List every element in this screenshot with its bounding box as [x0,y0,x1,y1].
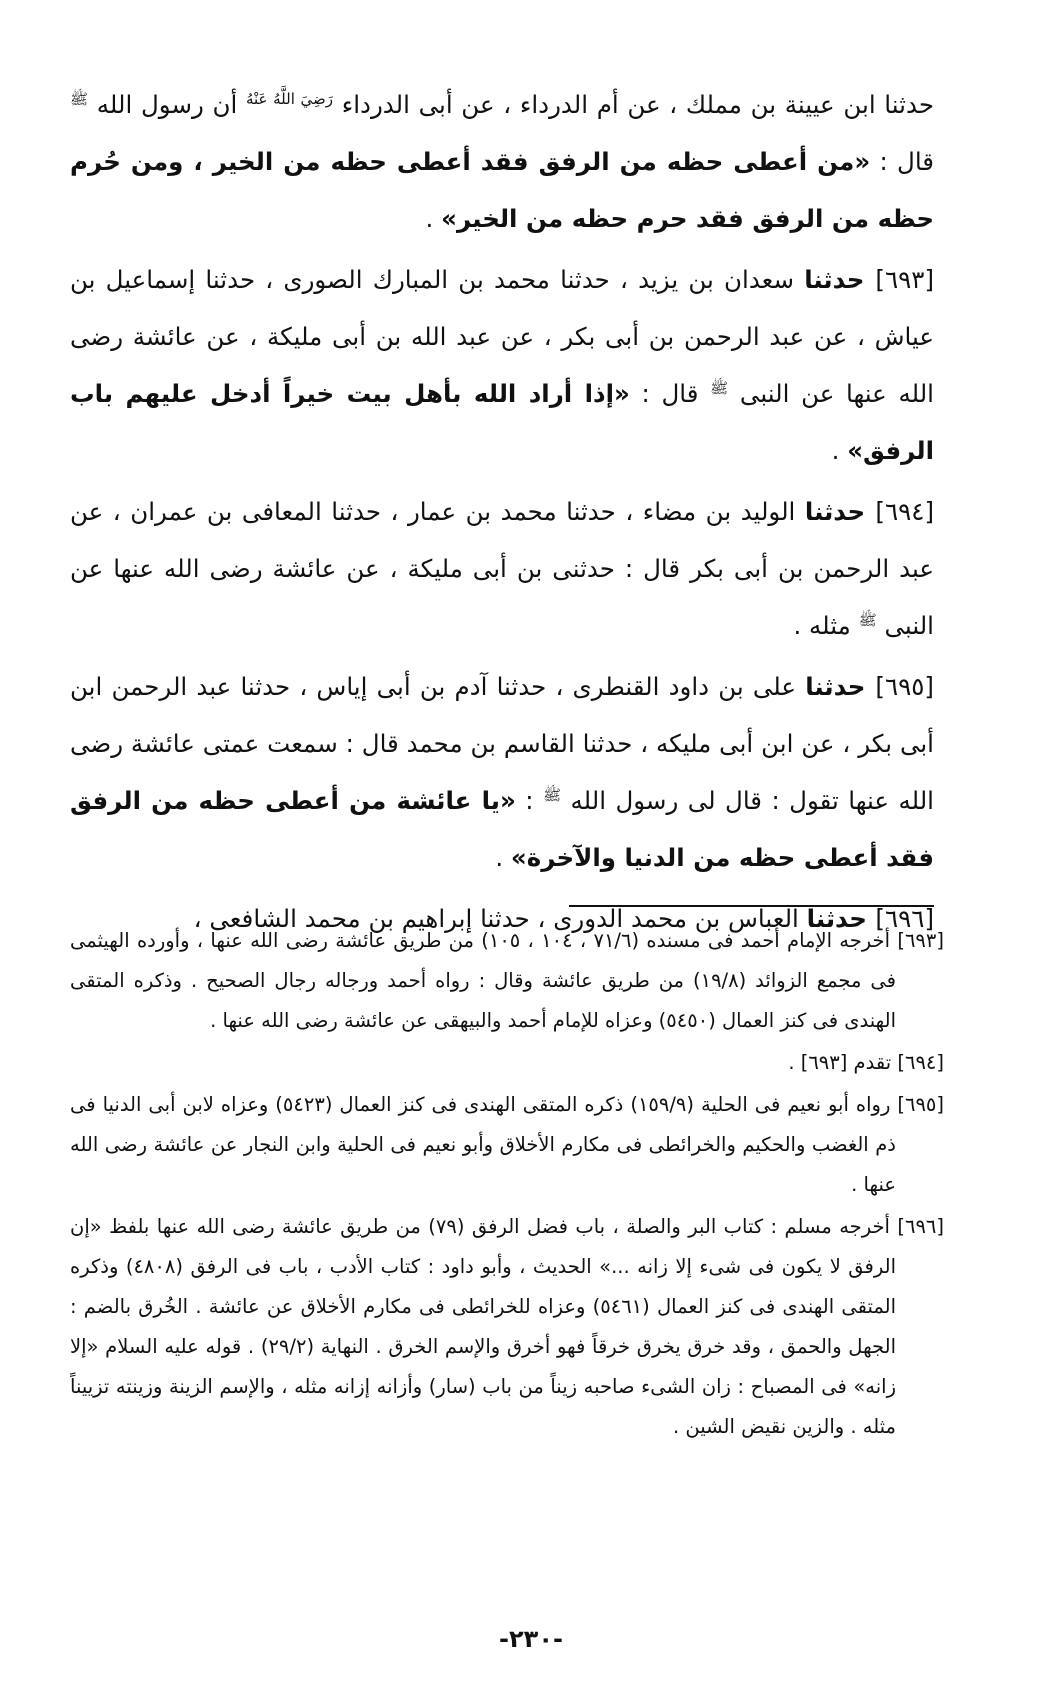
narration-chain: على بن داود القنطرى ، حدثنا آدم بن أبى إياس ، حدثنا عبد الرحمن ابن أبى بكر ، عن ابن أبى مليكه ، حدثنا القاسم بن محمد قال : سمعت عمتى عائشة رضى الله عنها تقول : قال لى رسول الله [70,672,934,815]
footnote-694: [٦٩٤] تقدم [٦٩٣] . [788,1051,944,1074]
page-number: -٢٣٠- [499,1625,563,1653]
hadith-text: «من أعطى حظه من الرفق فقد أعطى حظه من الخير ، ومن حُرم حظه من الرفق فقد حرم حظه من الخير» [70,147,934,233]
honorific-radiallahu: رَضِيَ اللَّهُ عَنْهُ [245,89,334,108]
narration-qala: قال : [870,147,934,176]
haddathana-lead: حدثنا [804,497,876,526]
period: . [425,204,442,233]
honorific-salawat: ﷺ [858,610,877,629]
hadith-paragraph-continuation [70,76,934,247]
haddathana-lead: حدثنا [806,904,876,933]
footnote-696: [٦٩٦] أخرجه مسلم : كتاب البر والصلة ، باب فضل الرفق (٧٩) من طريق عائشة رضى الله عنها بلفظ «إن الرفق لا يكون فى شىء إلا زانه ...» الحديث ، وأبو داود : كتاب الأدب ، باب فى الرفق (٤٨٠٨) وذكره المتقى الهندى فى كنز العمال (٥٤٦١) وعزاه للخرائطى فى مكارم الأخلاق عن عائشة . الخُرق بالضم : الجهل والحمق ، وقد خرق يخرق خرقاً فهو أخرق والإسم الخرق . النهاية (٢٩/٢) . قوله عليه السلام «إلا زانه» فى المصباح : زان الشىء صاحبه زيناً من باب (سار) وأزانه إزانه مثله ، والإسم الزينة وزينته تزييناً مثله . والزين نقيض الشين . [70,1215,944,1438]
hadith-number: [٦٩٤] [875,497,934,526]
hadith-text: «إذا أراد الله بأهل بيت خيراً أدخل عليهم باب الرفق» [70,379,934,465]
honorific-salawat: ﷺ [70,89,89,108]
hadith-number: [٦٩٣] [875,265,934,294]
footnote-695: [٦٩٥] رواه أبو نعيم فى الحلية (١٥٩/٩) ذكره المتقى الهندى فى كنز العمال (٥٤٢٣) وعزاه لابن أبى الدنيا فى ذم الغضب والحكيم والخرائطى فى مكارم الأخلاق وأبو نعيم فى الحلية وابن النجار عن عائشة رضى الله عنها . [70,1093,944,1196]
hadith-number: [٦٩٦] [875,904,934,933]
narration-chain-2: أن رسول الله [88,90,246,119]
honorific-salawat: ﷺ [542,785,562,804]
period: . [495,843,511,872]
footnotes [70,921,944,1449]
haddathana-lead: حدثنا [804,265,876,294]
hadith-number: [٦٩٥] [875,672,934,701]
narration-qala: قال : [629,379,711,408]
hadith-paragraph-693 [70,251,934,479]
narration-end: مثله . [793,611,859,640]
narration-chain: العباس بن محمد الدورى ، حدثنا إبراهيم بن محمد الشافعى ، [193,904,807,933]
main-text [70,76,934,951]
honorific-salawat: ﷺ [710,378,729,397]
narration-qala: : [515,786,543,815]
haddathana-lead: حدثنا [805,672,876,701]
narration-chain: سعدان بن يزيد ، حدثنا محمد بن المبارك الصورى ، حدثنا إسماعيل بن عياش ، عن عبد الرحمن بن أبى بكر ، عن عبد الله بن أبى مليكة ، عن عائشة رضى الله عنها عن النبى [70,265,934,408]
period: . [831,436,848,465]
narration-chain: حدثنا ابن عيينة بن مملك ، عن أم الدرداء ، عن أبى الدرداء [333,90,934,119]
footnote-separator [569,905,934,907]
hadith-paragraph-695 [70,658,934,886]
hadith-paragraph-694 [70,483,934,654]
footnote-693: [٦٩٣] أخرجه الإمام أحمد فى مسنده (٧١/٦ ، ١٠٤ ، ١٠٥) من طريق عائشة رضى الله عنها ، وأورده الهيثمى فى مجمع الزوائد (١٩/٨) من طريق عائشة وقال : رواه أحمد ورجاله رجال الصحيح . وذكره المتقى الهندى فى كنز العمال (٥٤٥٠) وعزاه للإمام أحمد والبيهقى عن عائشة رضى الله عنها . [70,929,944,1032]
narration-chain: الوليد بن مضاء ، حدثنا محمد بن عمار ، حدثنا المعافى بن عمران ، عن عبد الرحمن بن أبى بكر قال : حدثنى بن أبى مليكة ، عن عائشة رضى الله عنها عن النبى [70,497,934,640]
hadith-text: «يا عائشة من أعطى حظه من الرفق فقد أعطى حظه من الدنيا والآخرة» [70,786,934,872]
